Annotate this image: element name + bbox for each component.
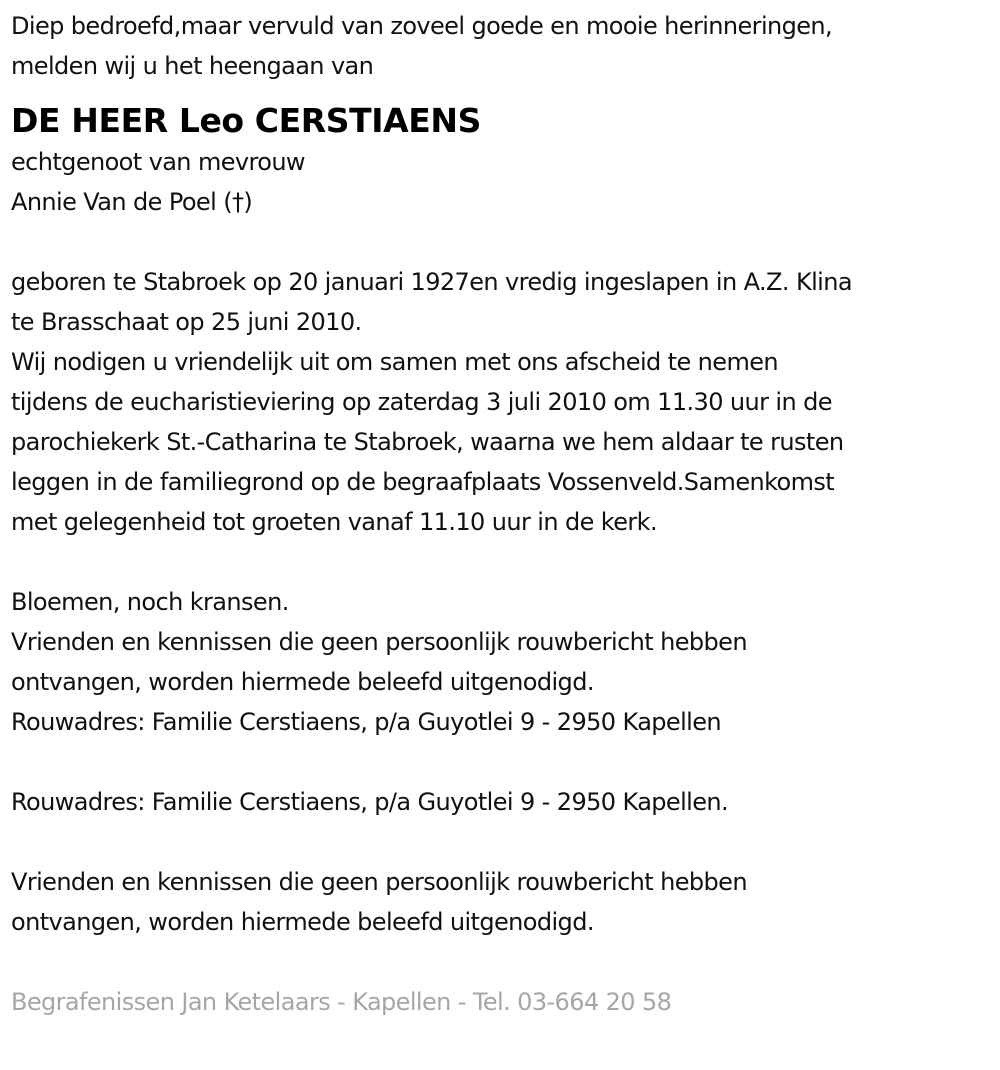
invitation-paragraph — [11, 862, 989, 942]
spacer — [11, 222, 989, 262]
mourning-address: Rouwadres: Familie Cerstiaens, p/a Guyotlei 9 - 2950 Kapellen. — [11, 788, 729, 816]
details-paragraph — [11, 262, 989, 542]
spacer — [11, 942, 989, 982]
spacer — [11, 742, 989, 782]
intro-paragraph — [11, 6, 989, 86]
notes-line: Rouwadres: Familie Cerstiaens, p/a Guyotlei 9 - 2950 Kapellen — [11, 708, 722, 736]
spouse-name: Annie Van de Poel (†) — [11, 188, 253, 216]
spacer — [11, 822, 989, 862]
details-line: parochiekerk St.-Catharina te Stabroek, waarna we hem aldaar te rusten — [11, 428, 844, 456]
notes-line: ontvangen, worden hiermede beleefd uitgenodigd. — [11, 668, 594, 696]
notes-line: Bloemen, noch kransen. — [11, 588, 289, 616]
details-line: tijdens de eucharistieviering op zaterdag 3 juli 2010 om 11.30 uur in de — [11, 388, 832, 416]
details-line: geboren te Stabroek op 20 januari 1927en vredig ingeslapen in A.Z. Klina — [11, 268, 852, 296]
deceased-name-title: DE HEER Leo CERSTIAENS — [11, 101, 481, 140]
notes-line: Vrienden en kennissen die geen persoonlijk rouwbericht hebben — [11, 628, 747, 656]
details-line: met gelegenheid tot groeten vanaf 11.10 uur in de kerk. — [11, 508, 658, 536]
details-line: Wij nodigen u vriendelijk uit om samen met ons afscheid te nemen — [11, 348, 779, 376]
details-line: leggen in de familiegrond op de begraafplaats Vossenveld.Samenkomst — [11, 468, 835, 496]
funeral-home-footer: Begrafenissen Jan Ketelaars - Kapellen - Tel. 03-664 20 58 — [11, 988, 672, 1016]
invitation-line: ontvangen, worden hiermede beleefd uitgenodigd. — [11, 908, 594, 936]
intro-line: Diep bedroefd,maar vervuld van zoveel goede en mooie herinneringen, — [11, 12, 833, 40]
spacer — [11, 542, 989, 582]
invitation-line: Vrienden en kennissen die geen persoonlijk rouwbericht hebben — [11, 868, 747, 896]
intro-line: melden wij u het heengaan van — [11, 52, 374, 80]
notes-paragraph — [11, 582, 989, 742]
details-line: te Brasschaat op 25 juni 2010. — [11, 308, 362, 336]
spouse-line: echtgenoot van mevrouw — [11, 148, 305, 176]
